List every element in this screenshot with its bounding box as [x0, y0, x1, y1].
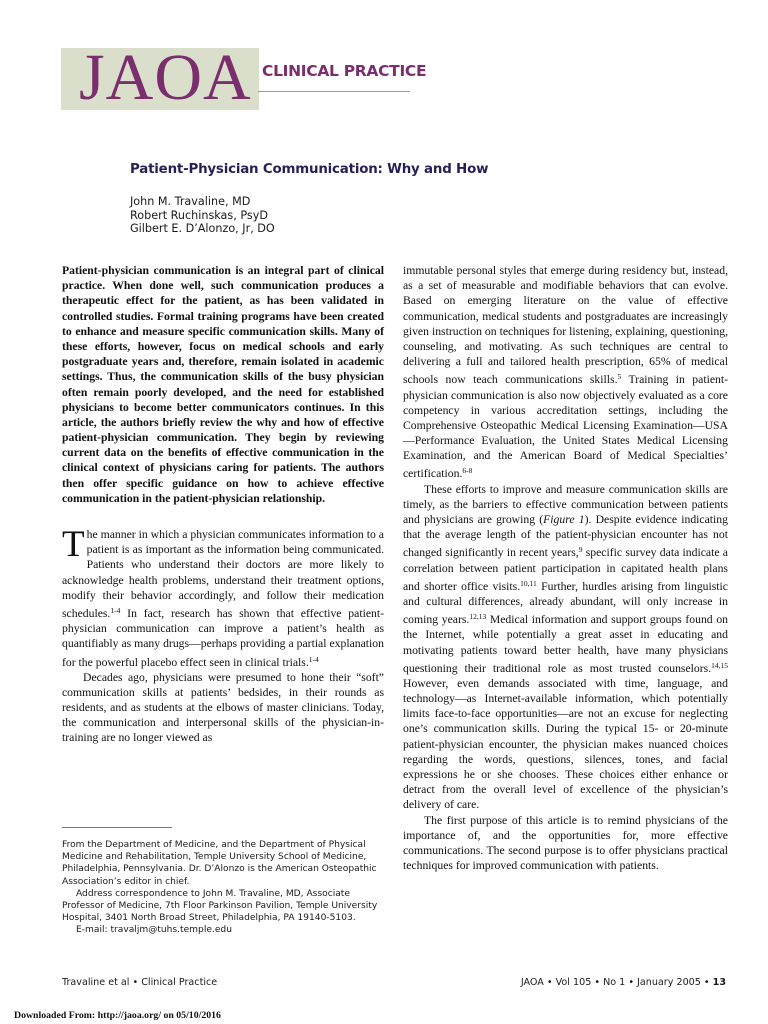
body-paragraph-1 [62, 524, 384, 670]
author-name: Robert Ruchinskas, PsyD [130, 208, 268, 222]
page-number: 13 [712, 977, 726, 988]
header-divider [258, 91, 410, 92]
download-note: Downloaded From: http://jaoa.org/ on 05/10/2016 [14, 1010, 221, 1021]
footnote-divider [62, 827, 172, 828]
running-footer-right [521, 977, 726, 988]
left-column [62, 263, 384, 746]
body-text: Training in patient-physician communication is also now objectively evaluated as a core competency in various accreditation settings, including the Comprehensive Osteopathic Medical Licensing Examination—USA—Performance Evaluation, the United States Medical Licensing Examination, and the American Board of Medical Specialties’ certification. [403, 373, 728, 481]
body-paragraph-3 [403, 263, 728, 482]
citation: 10,11 [520, 578, 537, 588]
article-title: Patient-Physician Communication: Why and How [130, 162, 489, 177]
citation: 1-4 [308, 654, 319, 664]
citation: 1-4 [110, 605, 121, 615]
body-text: However, even demands associated with time, language, and technology—as Internet-available information, which potentially limits face-to-face opportunities—are not an excuse for neglecting one’s communication skills. During the typical 15- or 20-minute patient-physician encounter, the physician makes nuanced choices regarding the words, questions, silences, tones, and facial expressions he or she chooses. These choices either enhance or detract from the overall level of excellence of the physician’s delivery of care. [403, 676, 728, 812]
body-text: ). Despite evidence indicating that the average length of the patient-physician encounter has not changed significantly in recent years, [403, 513, 728, 560]
author-name: Gilbert E. D’Alonzo, Jr, DO [130, 222, 275, 235]
body-text: Medical information and support groups found on the Internet, while potentially a great asset in educating and motivating patients toward better health, have many physicians questioning their traditional role as most trusted counselors. [403, 613, 729, 675]
body-paragraph-5: The first purpose of this article is to remind physicians of the importance of, and the opportunities for, more effective communications. The second purpose is to offer physicians practical techniques for improved communication with patients. [403, 813, 728, 873]
journal-logo: JAOA [79, 41, 252, 114]
body-text: Further, hurdles arising from linguistic and cultural differences, already abundant, will only increase in coming years. [403, 579, 728, 627]
citation: 12,13 [469, 612, 487, 622]
author-name: John M. Travaline, MD [130, 195, 251, 208]
body-paragraph-4 [403, 482, 728, 813]
footnotes [62, 839, 384, 937]
body-paragraph-2: Decades ago, physicians were presumed to hone their “soft” communication skills at patients’ bedsides, in their rounds as residents, and as students at the elbows of master clinicians. Today, the communication and interpersonal skills of the physician-in-training are no longer viewed as [62, 670, 384, 745]
body-text: These efforts to improve and measure communication skills are timely, as the barriers to effective communication between patients and physicians are growing ( [403, 482, 728, 526]
body-text: In fact, research has shown that effective patient-physician communication can improve a patient’s health as quantifiably as many drugs—perhaps providing a partial explanation for the powerful placebo effect seen in clinical trials. [62, 606, 384, 669]
abstract: Patient-physician communication is an integral part of clinical practice. When done well, such communication produces a therapeutic effect for the patient, as has been validated in controlled studies. Formal training programs have been created to enhance and measure specific communication skills. Many of these efforts, however, focus on medical schools and early postgraduate years and, therefore, remain isolated in academic settings. Thus, the communication skills of the busy physician often remain poorly developed, and the need for established physicians to become better communicators continues. In this article, the authors briefly review the why and how of effective patient-physician communication. They begin by reviewing current data on the benefits of effective communication in the clinical context of physicians caring for patients. The authors then offer specific guidance on how to achieve effective communication in the patient-physician relationship. [62, 264, 384, 505]
citation: 9 [578, 545, 583, 555]
running-footer-left: Travaline et al • Clinical Practice [62, 977, 218, 988]
email-note: E-mail: travaljm@tuhs.temple.edu [76, 925, 232, 936]
correspondence-note: Address correspondence to John M. Travaline, MD, Associate Professor of Medicine, 7th Floor Parkinson Pavilion, Temple University Hospital, 3401 North Broad Street, Philadelphia, PA 19140-5103. [62, 888, 378, 924]
body-text: he manner in which a physician communicates information to a patient is as important as the information being communicated. Patients who understand their doctors are more likely to acknowledge health problems, understand their treatment options, modify their behavior accordingly, and follow their medication schedules. [62, 528, 384, 620]
body-text: specific survey data indicate a correlation between patient participation in capitated health plans and shorter office visits. [403, 546, 728, 593]
citation: 5 [617, 372, 622, 382]
affiliation-note: From the Department of Medicine, and the Department of Physical Medicine and Rehabilitation, Temple University School of Medicine, Philadelphia, Pennsylvania. Dr. D’Alonzo is the American Osteopathic Association’s editor in chief. [62, 840, 377, 887]
body-text: immutable personal styles that emerge during residency but, instead, as a set of measurable and modifiable behaviors that can evolve. Based on emerging literature on the value of effective communication, medical students and postgraduates are increasingly given instruction on techniques for listening, explaining, questioning, counseling, and motivating. As such techniques are central to delivering a full and tailored health prescription, 65% of medical schools now teach communications skills. [403, 264, 728, 387]
drop-cap: T [62, 524, 85, 565]
citation: 6-8 [462, 466, 473, 476]
section-label: CLINICAL PRACTICE [262, 62, 427, 80]
figure-reference[interactable]: Figure 1 [543, 513, 585, 526]
journal-citation: JAOA • Vol 105 • No 1 • January 2005 • [520, 977, 713, 988]
author-list [130, 195, 275, 236]
right-column [403, 263, 728, 873]
citation: 14,15 [711, 660, 728, 670]
